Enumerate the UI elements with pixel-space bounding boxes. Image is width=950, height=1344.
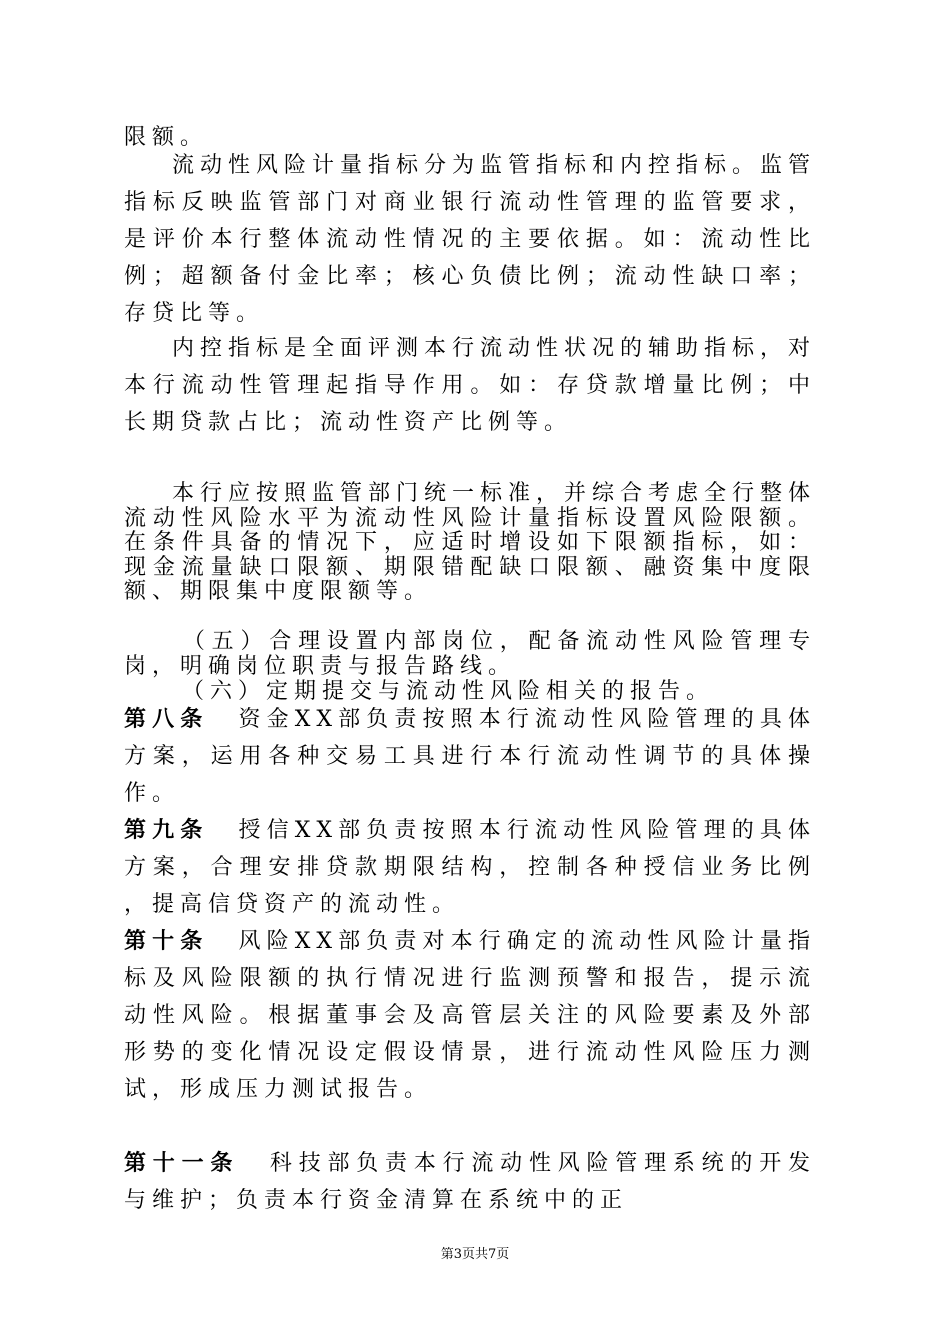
page-footer: 第3页共7页: [440, 1247, 510, 1262]
article-11: 第十一条 科技部负责本行流动性风险管理系统的开发与维护；负责本行资金清算在系统中的正: [124, 1150, 816, 1213]
paragraph-internal-indicators: 内控指标是全面评测本行流动性状况的辅助指标，对本行流动性管理起指导作用。如：存贷款增量比例；中长期贷款占比；流动性资产比例等。: [124, 336, 817, 435]
paragraph-fragment: 限额。: [124, 125, 209, 150]
paragraph-risk-limits: 本行应按照监管部门统一标准，并综合考虑全行整体流动性风险水平为流动性风险计量指标设置风险限额。在条件具备的情况下，应适时增设如下限额指标，如：现金流量缺口限额、期限错配缺口限额、融资集中度限额、期限集中度限额等。: [124, 481, 817, 604]
article-label: 第九条: [124, 817, 209, 843]
paragraph-item-six: （六）定期提交与流动性风险相关的报告。: [182, 679, 715, 704]
paragraph-regulatory-indicators: 流动性风险计量指标分为监管指标和内控指标。监管指标反映监管部门对商业银行流动性管理的监管要求，是评价本行整体流动性情况的主要依据。如：流动性比例；超额备付金比率；核心负债比例；流动性缺口率；存贷比等。: [124, 153, 817, 326]
paragraph-item-five: （五）合理设置内部岗位，配备流动性风险管理专岗，明确岗位职责与报告路线。: [124, 629, 816, 679]
article-9: 第九条 授信XX部负责按照本行流动性风险管理的具体方案，合理安排贷款期限结构，控制各种授信业务比例，提高信贷资产的流动性。: [124, 817, 816, 917]
article-label: 第十一条: [124, 1150, 240, 1176]
article-label: 第八条: [124, 706, 209, 732]
article-10: 第十条 风险XX部负责对本行确定的流动性风险计量指标及风险限额的执行情况进行监测预警和报告，提示流动性风险。根据董事会及高管层关注的风险要素及外部形势的变化情况设定假设情景，进行流动性风险压力测试，形成压力测试报告。: [124, 928, 816, 1102]
article-8: 第八条 资金XX部负责按照本行流动性风险管理的具体方案，运用各种交易工具进行本行流动性调节的具体操作。: [124, 706, 816, 806]
article-label: 第十条: [124, 928, 209, 954]
